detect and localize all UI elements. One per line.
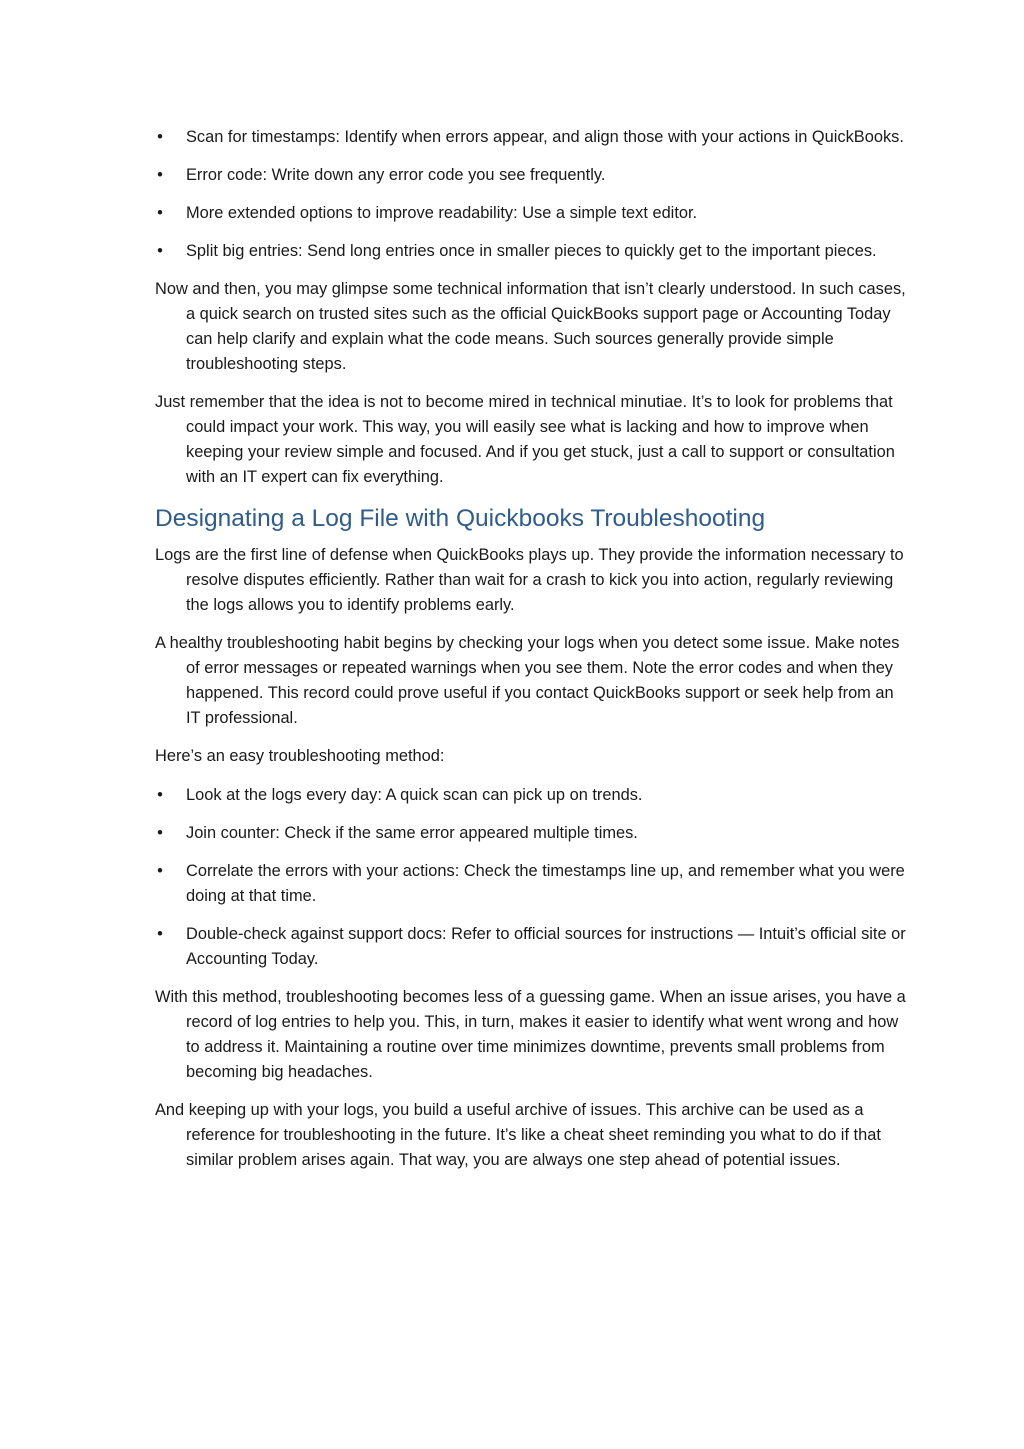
document-page — [155, 125, 907, 1186]
method-steps-list — [155, 783, 907, 972]
bullet-icon: • — [157, 786, 163, 804]
list-item-text: More extended options to improve readability: Use a simple text editor. — [186, 204, 698, 222]
paragraph-archive: And keeping up with your logs, you build a useful archive of issues. This archive can be used as a reference for troubleshooting in the future. It’s like a cheat sheet reminding you what to do if that similar problem arises again. That way, you are always one step ahead of potential issues. — [155, 1101, 881, 1169]
list-item — [155, 239, 907, 264]
list-item — [155, 821, 907, 846]
section-heading: Designating a Log File with Quickbooks Troubleshooting — [155, 505, 766, 532]
bullet-icon: • — [157, 204, 163, 222]
paragraph-method-intro: Here’s an easy troubleshooting method: — [155, 747, 445, 765]
paragraph-technical-info: Now and then, you may glimpse some technical information that isn’t clearly understood. In such cases, a quick search on trusted sites such as the official QuickBooks support page or Accounting Today can help clarify and explain what the code means. Such sources generally provide simple troubleshooting steps. — [155, 280, 906, 373]
list-item-text: Double-check against support docs: Refer to official sources for instructions — Intuit’s official site or Accounting Today. — [186, 925, 906, 968]
list-item-text: Join counter: Check if the same error appeared multiple times. — [186, 824, 638, 842]
bullet-icon: • — [157, 925, 163, 943]
list-item — [155, 859, 907, 909]
bullet-icon: • — [157, 862, 163, 880]
paragraph-minutiae: Just remember that the idea is not to become mired in technical minutiae. It’s to look for problems that could impact your work. This way, you will easily see what is lacking and how to improve when keeping your review simple and focused. And if you get stuck, just a call to support or consultation with an IT expert can fix everything. — [155, 393, 895, 486]
list-item-text: Error code: Write down any error code you see frequently. — [186, 166, 606, 184]
bullet-icon: • — [157, 824, 163, 842]
paragraph-healthy-habit: A healthy troubleshooting habit begins by checking your logs when you detect some issue. Make notes of error messages or repeated warnings when you see them. Note the error codes and when they happened. This record could prove useful if you contact QuickBooks support or seek help from an IT professional. — [155, 634, 900, 727]
list-item-text: Scan for timestamps: Identify when errors appear, and align those with your actions in QuickBooks. — [186, 128, 904, 146]
list-item — [155, 783, 907, 808]
bullet-icon: • — [157, 166, 163, 184]
paragraph-logs-defense: Logs are the first line of defense when QuickBooks plays up. They provide the information necessary to resolve disputes efficiently. Rather than wait for a crash to kick you into action, regularly reviewing the logs allows you to identify problems early. — [155, 546, 904, 614]
list-item — [155, 125, 907, 150]
timestamp-tips-list — [155, 125, 907, 264]
bullet-icon: • — [157, 128, 163, 146]
list-item — [155, 201, 907, 226]
list-item — [155, 922, 907, 972]
paragraph-guessing-game: With this method, troubleshooting becomes less of a guessing game. When an issue arises, you have a record of log entries to help you. This, in turn, makes it easier to identify what went wrong and how to address it. Maintaining a routine over time minimizes downtime, prevents small problems from becoming big headaches. — [155, 988, 906, 1081]
list-item-text: Correlate the errors with your actions: Check the timestamps line up, and remember what you were doing at that time. — [186, 862, 905, 905]
list-item-text: Look at the logs every day: A quick scan can pick up on trends. — [186, 786, 643, 804]
bullet-icon: • — [157, 242, 163, 260]
list-item — [155, 163, 907, 188]
list-item-text: Split big entries: Send long entries once in smaller pieces to quickly get to the important pieces. — [186, 242, 877, 260]
